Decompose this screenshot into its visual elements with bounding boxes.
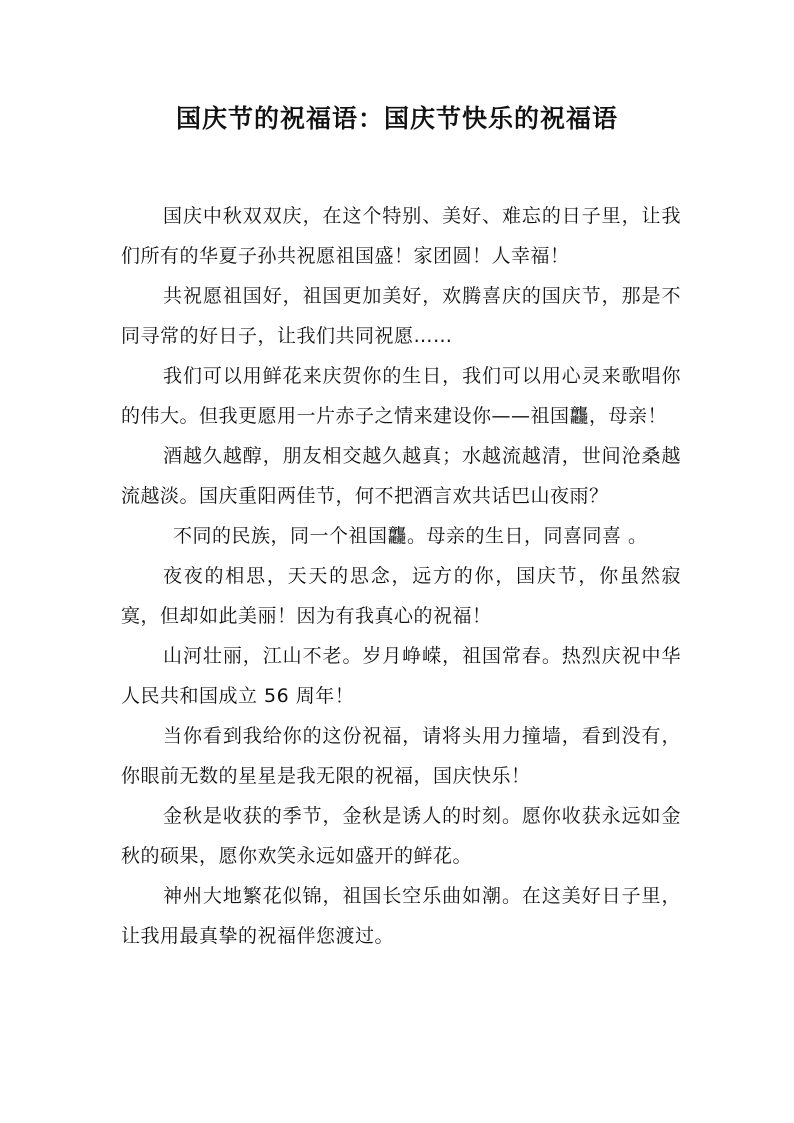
paragraph-7: 山河壮丽，江山不老。岁月峥嵘，祖国常春。热烈庆祝中华人民共和国成立 56 周年！ xyxy=(121,645,681,707)
paragraph-3: 我们可以用鲜花来庆贺你的生日，我们可以用心灵来歌唱你的伟大。但我更愿用一片赤子之情来建设你——祖国龘，母亲！ xyxy=(121,365,681,427)
page-title: 国庆节的祝福语：国庆节快乐的祝福语 xyxy=(175,104,618,133)
paragraph-5: 不同的民族，同一个祖国龘。母亲的生日，同喜同喜 。 xyxy=(173,525,648,547)
paragraph-4: 酒越久越醇，朋友相交越久越真；水越流越清，世间沧桑越流越淡。国庆重阳两佳节，何不把酒言欢共话巴山夜雨？ xyxy=(121,445,681,507)
paragraph-10: 神州大地繁花似锦，祖国长空乐曲如潮。在这美好日子里，让我用最真挚的祝福伴您渡过。 xyxy=(121,885,681,947)
paragraph-9: 金秋是收获的季节，金秋是诱人的时刻。愿你收获永远如金秋的硕果，愿你欢笑永远如盛开的鲜花。 xyxy=(121,805,681,867)
document-body xyxy=(121,196,681,956)
paragraph-2: 共祝愿祖国好，祖国更加美好，欢腾喜庆的国庆节，那是不同寻常的好日子，让我们共同祝愿…… xyxy=(121,285,681,347)
paragraph-6: 夜夜的相思，天天的思念，远方的你，国庆节，你虽然寂寞，但却如此美丽！因为有我真心的祝福！ xyxy=(121,565,681,627)
paragraph-8: 当你看到我给你的这份祝福，请将头用力撞墙，看到没有，你眼前无数的星星是我无限的祝福，国庆快乐！ xyxy=(121,725,681,787)
paragraph-1: 国庆中秋双双庆，在这个特别、美好、难忘的日子里，让我们所有的华夏子孙共祝愿祖国盛！家团圆！人幸福！ xyxy=(121,205,681,267)
